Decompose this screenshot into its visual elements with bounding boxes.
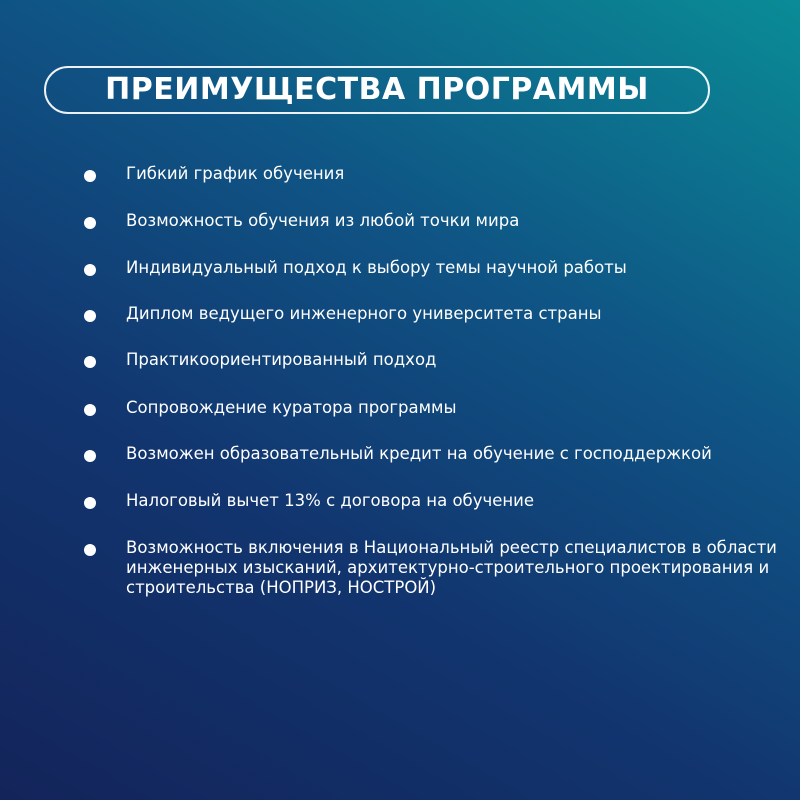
bullet-icon [84,310,96,322]
bullet-icon [84,497,96,509]
bullet-icon [84,264,96,276]
bullet-icon [84,544,96,556]
page-title: ПРЕИМУЩЕСТВА ПРОГРАММЫ [105,72,649,107]
list-item-text: Возможен образовательный кредит на обучение с господдержкой [126,444,712,463]
bullet-icon [84,356,96,368]
list-item-text: Гибкий график обучения [126,164,345,183]
list-item-text: Диплом ведущего инженерного университета страны [126,304,602,323]
list-item-text: Возможность обучения из любой точки мира [126,211,520,230]
list-item-text: Сопровождение куратора программы [126,398,457,417]
list-item-text: Индивидуальный подход к выбору темы научной работы [126,258,627,277]
list-item-text: Налоговый вычет 13% с договора на обучение [126,491,535,510]
list-item-text: Возможность включения в Национальный реестр специалистов в области инженерных изысканий, архитектурно-строительного проектирования и строительства (НОПРИЗ, НОСТРОЙ) [126,538,777,597]
bullet-icon [84,217,96,229]
bullet-icon [84,450,96,462]
bullet-icon [84,404,96,416]
bullet-icon [84,170,96,182]
list-item-text: Практикоориентированный подход [126,350,437,369]
